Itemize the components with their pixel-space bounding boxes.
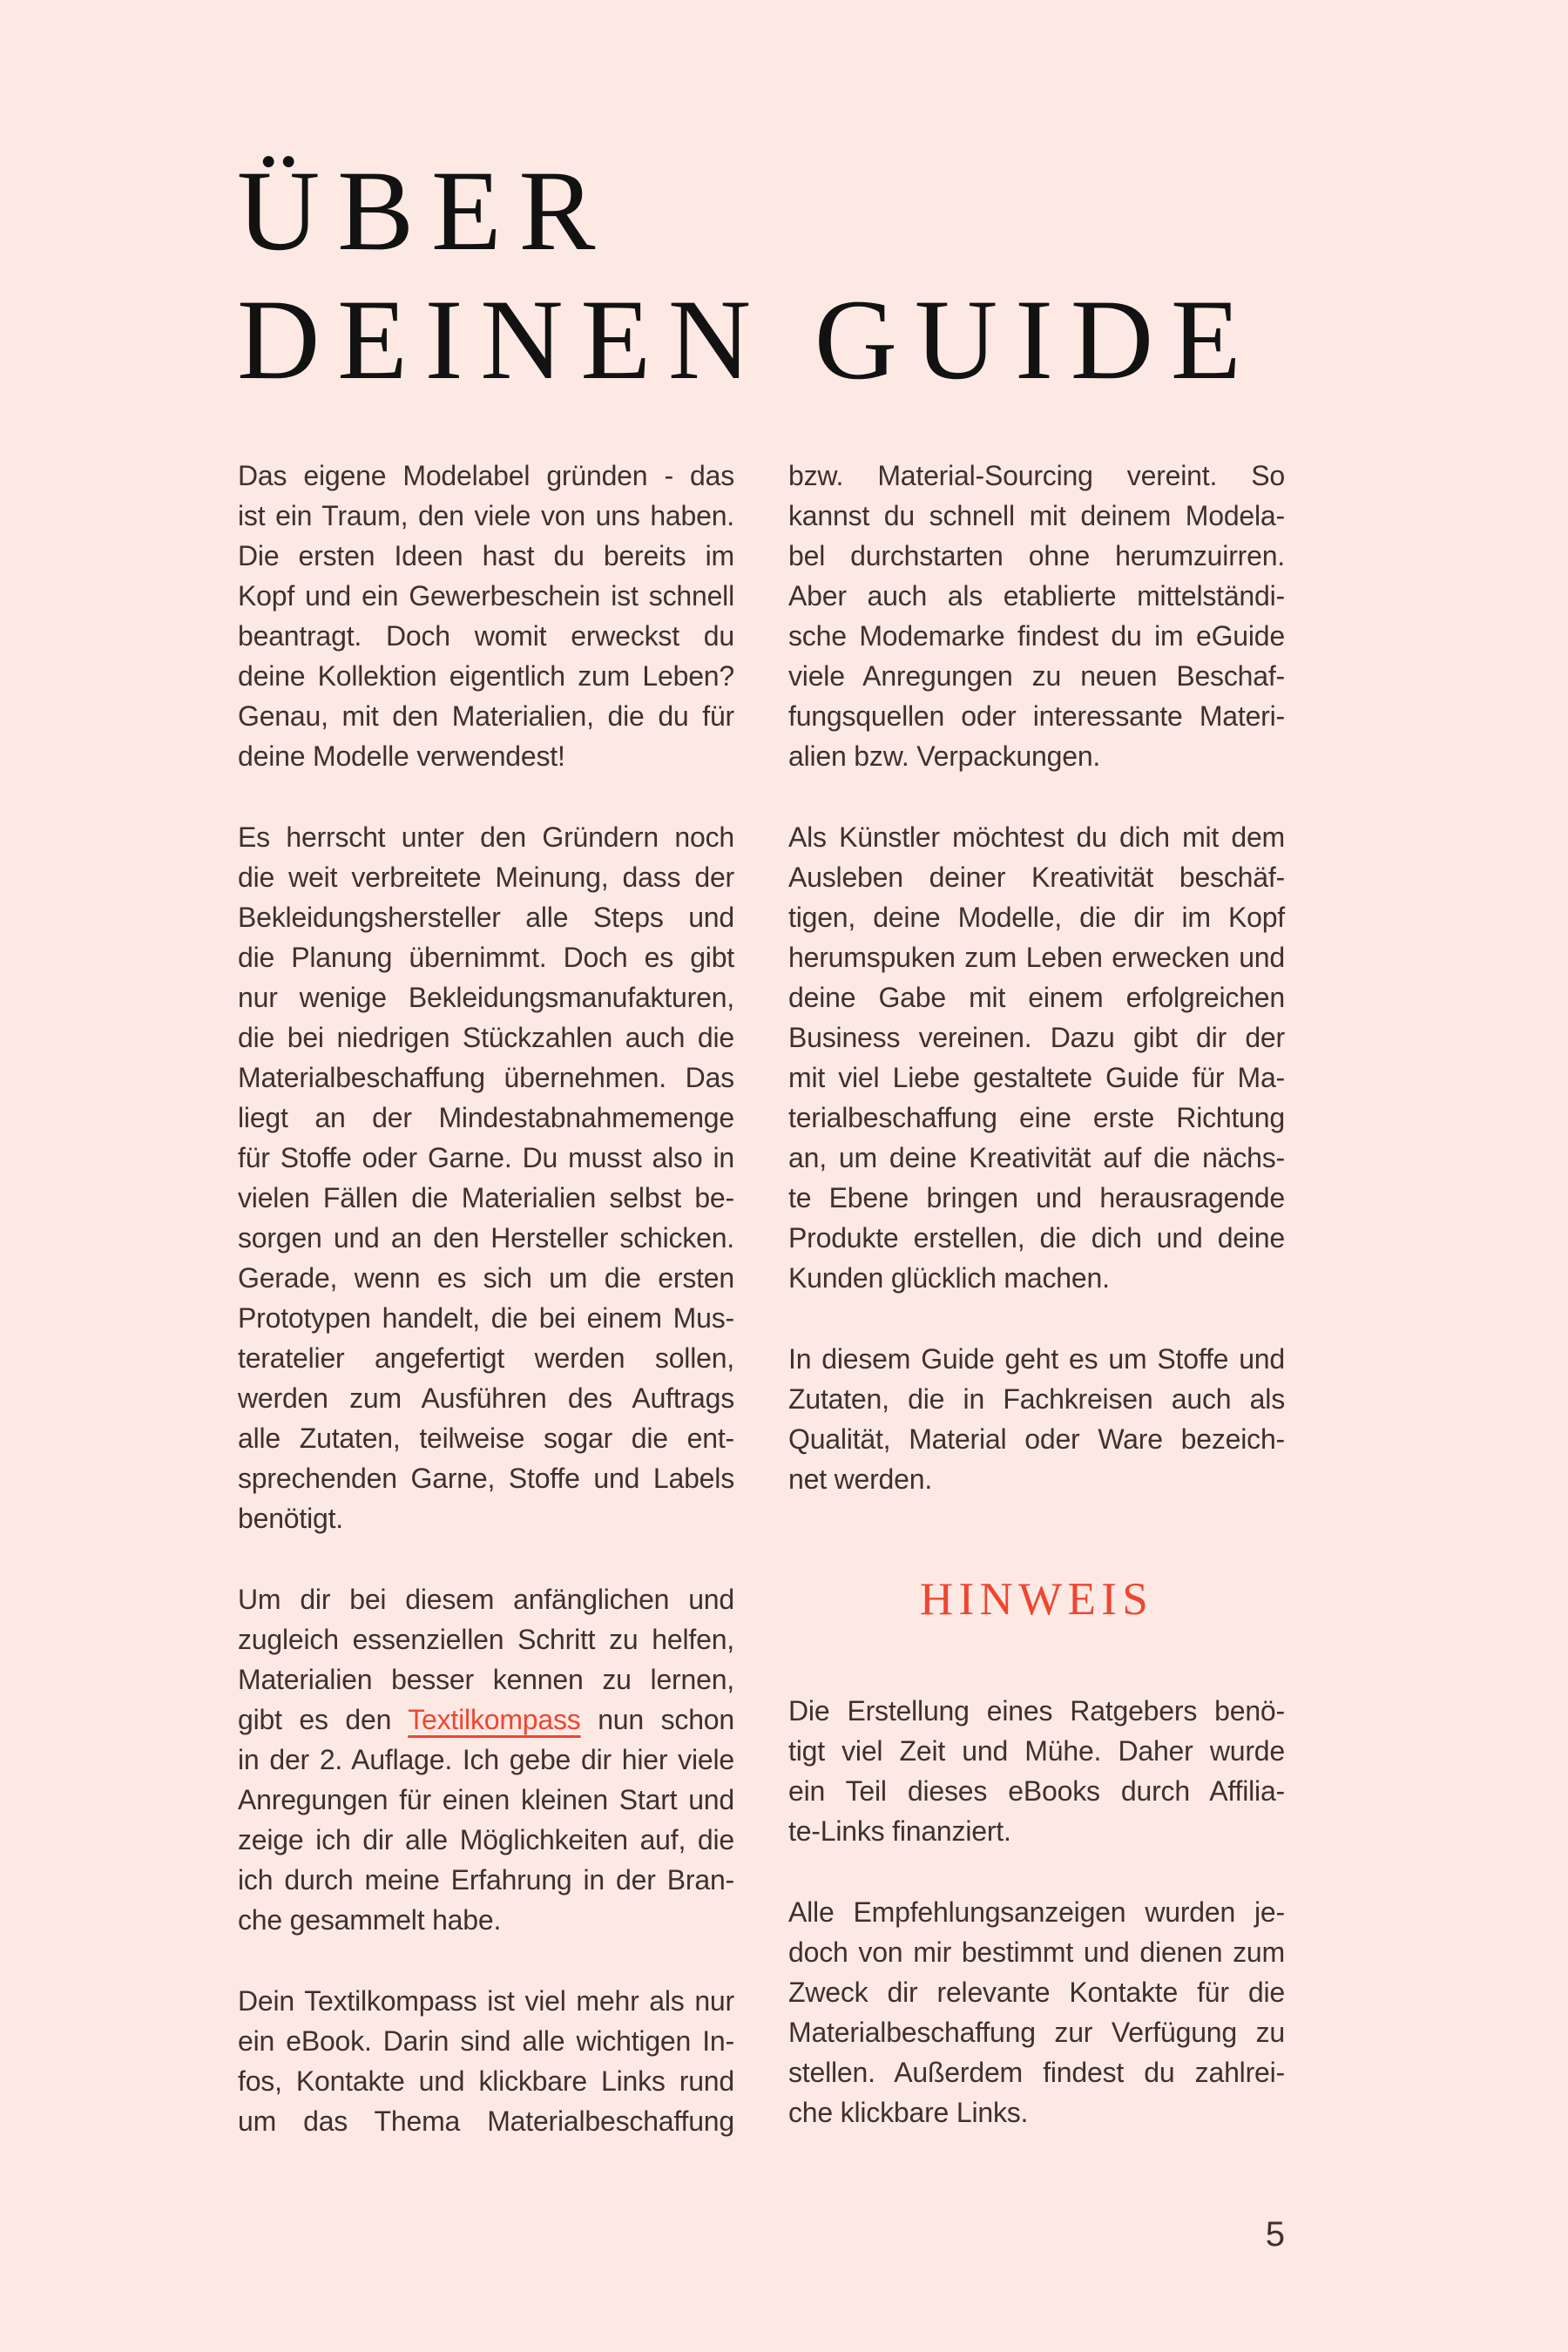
text-line: viele Anregungen zu neuen Beschaf- <box>788 660 1285 692</box>
text-line: tigt viel Zeit und Mühe. Daher wurde <box>788 1735 1285 1767</box>
paragraph <box>788 456 1285 776</box>
text-line: che klickbare Links. <box>788 2097 1029 2128</box>
text-line: deine Modelle verwendest! <box>238 740 565 772</box>
text-line: Materialien besser kennen zu lernen, <box>238 1664 734 1695</box>
paragraph <box>238 1579 734 1940</box>
text-line: Prototypen handelt, die bei einem Mus- <box>238 1302 734 1334</box>
right-column <box>788 456 1285 2141</box>
text-line: Anregungen für einen kleinen Start und <box>238 1784 734 1815</box>
text-line: benötigt. <box>238 1503 343 1534</box>
text-line: net werden. <box>788 1463 933 1495</box>
text-line: Um dir bei diesem anfänglichen und <box>238 1584 734 1615</box>
paragraph <box>788 1691 1285 1851</box>
paragraph <box>238 1981 734 2141</box>
text-line: bzw. Material-Sourcing vereint. So <box>788 460 1285 491</box>
text-line: Als Künstler möchtest du dich mit dem <box>788 821 1285 853</box>
paragraph <box>788 817 1285 1298</box>
text-line: teratelier angefertigt werden sollen, <box>238 1342 734 1374</box>
text-line: Alle Empfehlungsanzeigen wurden je- <box>788 1896 1285 1928</box>
text-line: deine Gabe mit einem erfolgreichen <box>788 982 1285 1013</box>
text-line: beantragt. Doch womit erweckst du <box>238 620 734 652</box>
textilkompass-link[interactable]: Textilkompass <box>408 1704 581 1735</box>
text-line: ein eBook. Darin sind alle wichtigen In- <box>238 2025 734 2057</box>
page-title <box>237 146 1258 404</box>
text-line: Business vereinen. Dazu gibt dir der <box>788 1022 1285 1053</box>
text-line: In diesem Guide geht es um Stoffe und <box>788 1343 1285 1375</box>
text-line: werden zum Ausführen des Auftrags <box>238 1382 734 1414</box>
text-line: alle Zutaten, teilweise sogar die ent- <box>238 1423 734 1454</box>
hinweis-heading: HINWEIS <box>919 1574 1154 1625</box>
text-line: Es herrscht unter den Gründern noch <box>238 821 734 853</box>
text-line: Ausleben deiner Kreativität beschäf- <box>788 862 1285 893</box>
text-columns <box>238 456 1285 2141</box>
text-line: alien bzw. Verpackungen. <box>788 740 1101 772</box>
text-line: deine Kollektion eigentlich zum Leben? <box>238 660 734 692</box>
text-line: te-Links finanziert. <box>788 1815 1011 1847</box>
paragraph <box>788 1892 1285 2132</box>
text-line: Materialbeschaffung übernehmen. Das <box>238 1062 734 1093</box>
text-line: fos, Kontakte und klickbare Links rund <box>238 2065 734 2097</box>
text-line: Materialbeschaffung zur Verfügung zu <box>788 2017 1285 2048</box>
text-line: sorgen und an den Hersteller schicken. <box>238 1222 734 1254</box>
text-line: sprechenden Garne, Stoffe und Labels <box>238 1463 734 1494</box>
text-line: um das Thema Materialbeschaffung <box>238 2105 734 2137</box>
text-line: che gesammelt habe. <box>238 1904 502 1936</box>
text-line: Zweck dir relevante Kontakte für die <box>788 1977 1285 2008</box>
text-line: herumspuken zum Leben erwecken und <box>788 942 1285 973</box>
text-line: liegt an der Mindestabnahmemenge <box>238 1102 734 1133</box>
text-line: fungsquellen oder interessante Materi- <box>788 700 1285 732</box>
left-column <box>238 456 734 2141</box>
text-line: te Ebene bringen und herausragende <box>788 1182 1285 1213</box>
text-line: Kopf und ein Gewerbeschein ist schnell <box>238 580 734 612</box>
text-line: Bekleidungshersteller alle Steps und <box>238 902 734 933</box>
text-line: Dein Textilkompass ist viel mehr als nur <box>238 1985 734 2017</box>
text-line: Gerade, wenn es sich um die ersten <box>238 1262 734 1294</box>
text-line: für Stoffe oder Garne. Du musst also in <box>238 1142 734 1173</box>
text-line: ich durch meine Erfahrung in der Bran- <box>238 1864 734 1896</box>
text-line: doch von mir bestimmt und dienen zum <box>788 1936 1285 1968</box>
text-line: nur wenige Bekleidungsmanufakturen, <box>238 982 734 1013</box>
text-line: Produkte erstellen, die dich und deine <box>788 1222 1285 1254</box>
text-line: vielen Fällen die Materialien selbst be- <box>238 1182 734 1213</box>
text-line: ist ein Traum, den viele von uns haben. <box>238 500 734 531</box>
text-line: Aber auch als etablierte mittelständi- <box>788 580 1285 612</box>
text-line: ein Teil dieses eBooks durch Affilia- <box>788 1775 1285 1807</box>
text-line: die Planung übernimmt. Doch es gibt <box>238 942 734 973</box>
text-line: Kunden glücklich machen. <box>788 1262 1110 1294</box>
text-line: kannst du schnell mit deinem Modela- <box>788 500 1285 531</box>
page-title-line-1: ÜBER <box>237 146 613 274</box>
text-line: sche Modemarke findest du im eGuide <box>788 620 1285 652</box>
text-line: Die ersten Ideen hast du bereits im <box>238 540 734 571</box>
page-title-line-2: DEINEN GUIDE <box>237 275 1259 403</box>
text-line: die weit verbreitete Meinung, dass der <box>238 862 734 893</box>
text-line: zugleich essenziellen Schritt zu helfen, <box>238 1624 734 1655</box>
text-line: Genau, mit den Materialien, die du für <box>238 700 734 732</box>
paragraph <box>238 456 734 776</box>
text-line: zeige ich dir alle Möglichkeiten auf, die <box>238 1824 734 1855</box>
text-line: Das eigene Modelabel gründen - das <box>238 460 734 491</box>
text-line: gibt es den Textilkompass nun schon <box>238 1704 734 1735</box>
text-line: terialbeschaffung eine erste Richtung <box>788 1102 1285 1133</box>
text-line: stellen. Außerdem findest du zahlrei- <box>788 2057 1285 2088</box>
text-line: die bei niedrigen Stückzahlen auch die <box>238 1022 734 1053</box>
paragraph <box>788 1339 1285 1499</box>
text-line: an, um deine Kreativität auf die nächs- <box>788 1142 1285 1173</box>
text-line: in der 2. Auflage. Ich gebe dir hier viele <box>238 1744 734 1775</box>
text-line: mit viel Liebe gestaltete Guide für Ma- <box>788 1062 1285 1093</box>
text-line: Qualität, Material oder Ware bezeich- <box>788 1423 1285 1455</box>
text-line: Zutaten, die in Fachkreisen auch als <box>788 1383 1285 1415</box>
text-line: bel durchstarten ohne herumzuirren. <box>788 540 1285 571</box>
paragraph <box>238 817 734 1538</box>
text-line: Die Erstellung eines Ratgebers benö- <box>788 1695 1285 1727</box>
text-line: tigen, deine Modelle, die dir im Kopf <box>788 902 1285 933</box>
page-number: 5 <box>1265 2215 1285 2254</box>
